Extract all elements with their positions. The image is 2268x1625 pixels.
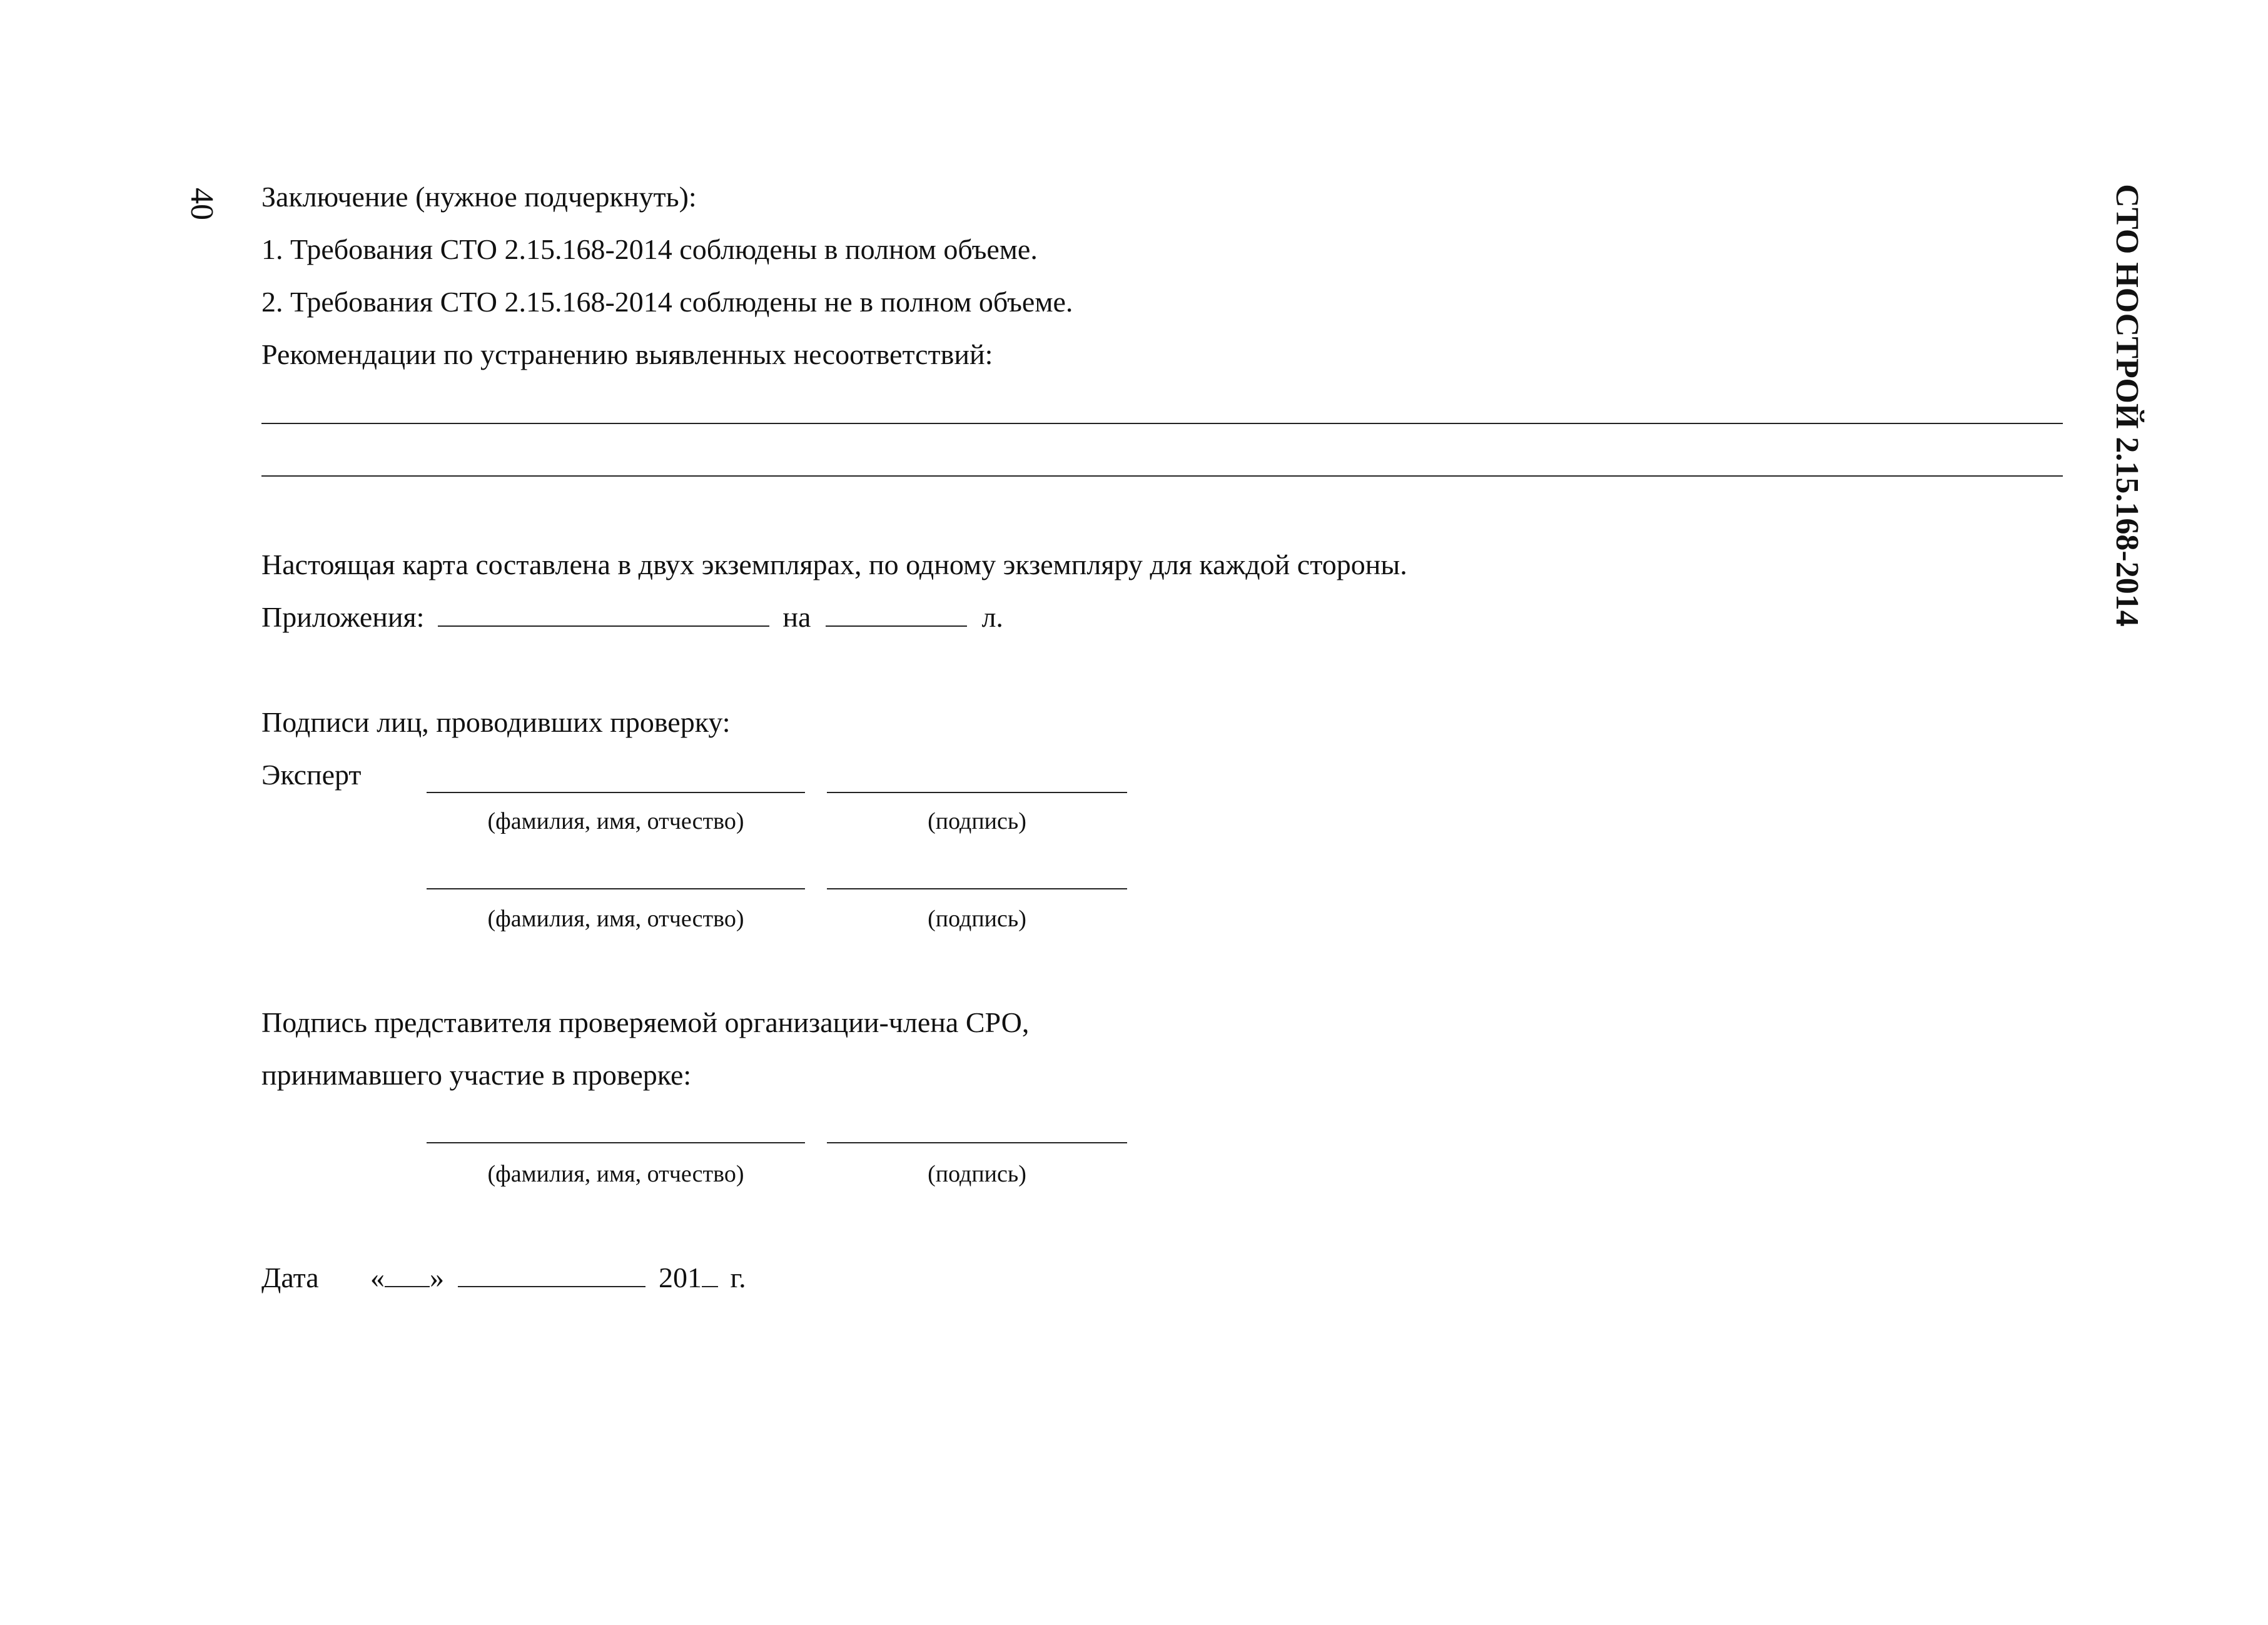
recommendations-line-2	[261, 475, 2063, 477]
attachments-row	[261, 603, 1003, 632]
recommendations-line-1	[261, 423, 2063, 424]
expert-1-name-caption: (фамилия, имя, отчество)	[487, 808, 744, 834]
date-year-prefix: 201	[659, 1262, 702, 1293]
date-year-suffix: г.	[730, 1262, 746, 1293]
attachments-sheets-blank	[826, 603, 967, 627]
expert-2-name-line	[427, 888, 805, 889]
attachments-sheets-abbr: л.	[981, 601, 1003, 633]
representative-name-caption: (фамилия, имя, отчество)	[487, 1161, 744, 1187]
inspectors-heading: Подписи лиц, проводивших проверку:	[261, 706, 731, 738]
conclusion-option-1: 1. Требования СТО 2.15.168-2014 соблюдены в полном объеме.	[261, 233, 1038, 265]
date-row	[370, 1263, 746, 1292]
expert-2-signature-caption: (подпись)	[928, 906, 1026, 932]
representative-name-line	[427, 1142, 805, 1143]
expert-label: Эксперт	[261, 759, 362, 791]
conclusion-option-2: 2. Требования СТО 2.15.168-2014 соблюдены не в полном объеме.	[261, 286, 1073, 318]
date-month-blank	[458, 1263, 645, 1287]
attachments-on-word: на	[782, 601, 811, 633]
date-quote-open: «	[370, 1262, 385, 1293]
representative-line-2: принимавшего участие в проверке:	[261, 1059, 692, 1091]
conclusion-heading: Заключение (нужное подчеркнуть):	[261, 181, 697, 213]
representative-signature-caption: (подпись)	[928, 1161, 1026, 1187]
representative-line-1: Подпись представителя проверяемой организации-члена СРО,	[261, 1006, 1030, 1038]
copies-statement: Настоящая карта составлена в двух экземплярах, по одному экземпляру для каждой стороны.	[261, 549, 1407, 580]
expert-1-signature-line	[827, 792, 1127, 793]
date-label: Дата	[261, 1262, 319, 1293]
attachments-label: Приложения:	[261, 601, 425, 633]
running-header: СТО НОСТРОЙ 2.15.168-2014	[2109, 184, 2145, 627]
representative-signature-line	[827, 1142, 1127, 1143]
date-quote-close: »	[430, 1262, 444, 1293]
expert-1-name-line	[427, 792, 805, 793]
date-year-blank	[702, 1263, 718, 1287]
expert-1-signature-caption: (подпись)	[928, 808, 1026, 834]
attachments-blank	[438, 603, 769, 627]
expert-2-name-caption: (фамилия, имя, отчество)	[487, 906, 744, 932]
page-number: 40	[184, 188, 220, 220]
recommendations-label: Рекомендации по устранению выявленных несоответствий:	[261, 338, 993, 370]
date-day-blank	[385, 1263, 430, 1287]
expert-2-signature-line	[827, 888, 1127, 889]
